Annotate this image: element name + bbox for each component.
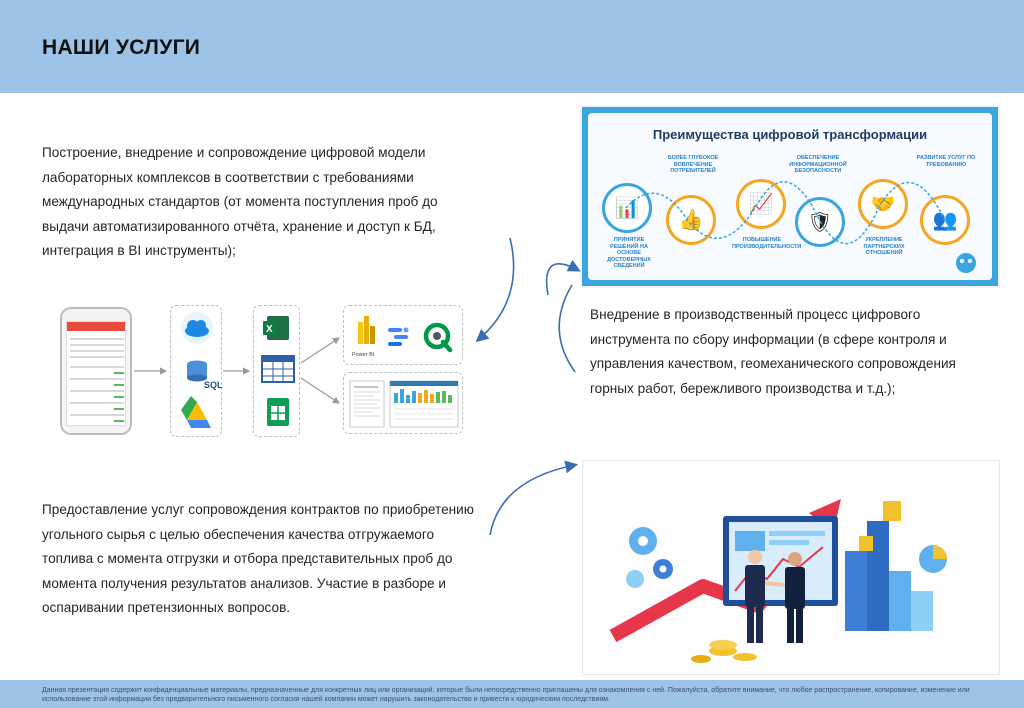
label-partnership: УКРЕПЛЕНИЕ ПАРТНЕРСКИХ ОТНОШЕНИЙ: [863, 237, 905, 256]
label-decisions: ПРИНЯТИЕ РЕШЕНИЙ НА ОСНОВЕ ДОСТОВЕРНЫХ СВЕДЕНИЙ: [607, 237, 651, 269]
page-title: НАШИ УСЛУГИ: [42, 36, 201, 59]
sql-label: SQL: [204, 380, 223, 390]
gears-icon: [626, 527, 673, 588]
thumbs-up-icon: 👍: [678, 209, 704, 232]
label-security: ОБЕСПЕЧЕНИЕ ИНФОРМАЦИОННОЙ БЕЗОПАСНОСТИ: [789, 155, 847, 174]
arrow-to-infographic: [547, 264, 578, 295]
svg-text:X: X: [266, 324, 273, 335]
label-productivity: ПОВЫШЕНИЕ ПРОИЗВОДИТЕЛЬНОСТИ: [732, 237, 802, 250]
panda-mascot-icon: [956, 253, 976, 273]
digital-transformation-infographic: [580, 105, 1000, 288]
dashboard-screen: [723, 516, 838, 606]
handshake-icon: 🤝: [870, 193, 896, 216]
arrow-to-flow: [478, 238, 514, 340]
business-growth-artwork: [583, 461, 1001, 676]
infographic-panel: [588, 113, 992, 280]
coin-stacks: [691, 640, 757, 663]
label-services: РАЗВИТИЕ УСЛУГ ПО ТРЕБОВАНИЮ: [916, 155, 976, 168]
arrow-to-growth: [490, 465, 575, 535]
flow-arrows: [60, 300, 470, 440]
lab-data-flow-diagram: [60, 300, 470, 440]
service-text-contracts: Предоставление услуг сопровождения контрактов по приобретению угольного сырья с целью обеспечения качества отгружаемого топлива с момента отгрузки и отбора представительных проб до момента получения результатов анализов. Участие в разборе и оспаривании претензионных вопросов.: [42, 502, 474, 615]
infographic-connectors: [588, 113, 992, 280]
growth-chart-icon: 📈: [748, 193, 774, 216]
power-bi-label: Power BI: [352, 352, 375, 358]
business-growth-illustration: [582, 460, 1000, 675]
label-engagement: БОЛЕЕ ГЛУБОКОЕ ВОВЛЕЧЕНИЕ ПОТРЕБИТЕЛЕЙ: [667, 155, 719, 174]
confidentiality-notice: Данная презентация содержит конфиденциальные материалы, предназначенные для конкретных лиц или организаций, которые были непосредственно приглашены для ознакомления с ней. Пожалуйста, обратите внимание, что любое распространение, копирование, изменение или использование этой информации без предварительного письменного согласия нашей компании может нарушить законодательство и привести к юридическим последствиям.: [42, 687, 970, 703]
bar-blocks: [845, 501, 933, 631]
presentation-icon: 📊: [614, 197, 640, 220]
people-icon: 👥: [932, 209, 958, 232]
service-text-digital-tool: Внедрение в производственный процесс цифрового инструмента по сбору информации (в сфере контроля и управления качеством, геомеханического сопровождения горных работ, бережливого производства и т.д.);: [590, 307, 956, 396]
shield-icon: 🛡: [807, 211, 833, 234]
infographic-title: Преимущества цифровой трансформации: [652, 127, 928, 142]
arrow-bracket-digital-tool: [559, 285, 575, 372]
service-text-lab-model: Построение, внедрение и сопровождение цифровой модели лабораторных комплексов в соответствии с требованиями международных стандартов (от момента поступления проб до выдачи автоматизированного отчёта, хранение и доступ к БД, интеграция в BI инструменты);: [42, 145, 438, 258]
handshake-icon: [765, 583, 785, 585]
pie-icon: [919, 545, 947, 573]
